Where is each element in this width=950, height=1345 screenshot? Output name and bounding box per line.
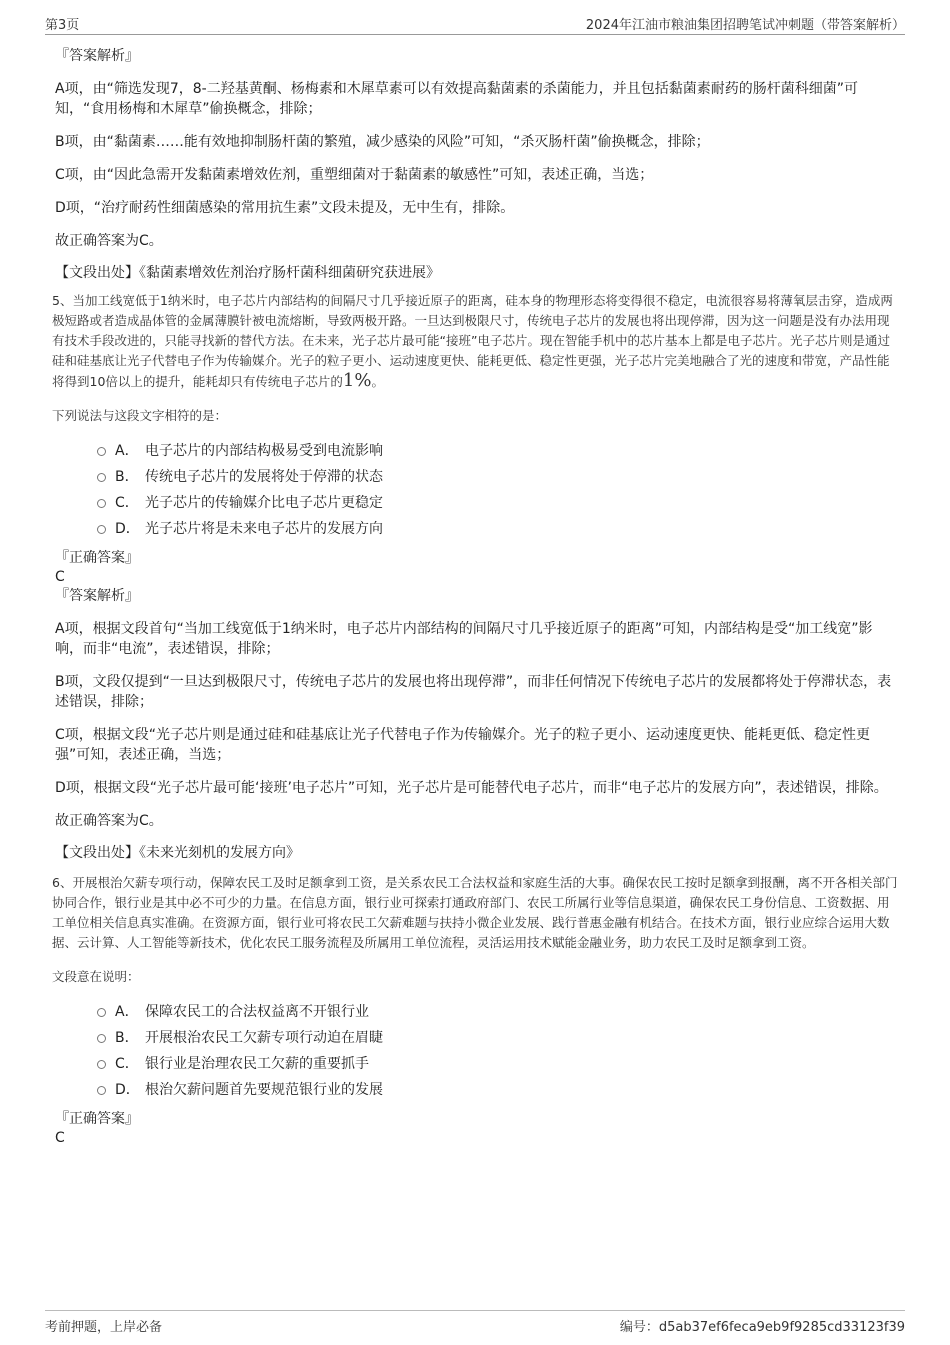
page-header [45,14,905,35]
question-6-options [55,999,900,1103]
radio-icon[interactable] [97,1060,106,1069]
analysis-conclusion: 故正确答案为C。 [55,813,163,829]
radio-icon[interactable] [97,499,106,508]
radio-icon[interactable] [97,1008,106,1017]
percent-value: 1% [342,370,372,391]
analysis-label: 『答案解析』 [55,48,139,64]
analysis-conclusion: 故正确答案为C。 [55,233,163,249]
radio-icon[interactable] [97,525,106,534]
analysis-line: B项，文段仅提到“一旦达到极限尺寸，传统电子芯片的发展也将出现停滞”，而非任何情况下传统电子芯片的发展都将处于停滞状态，表述错误，排除； [55,674,892,710]
question-6-prompt: 文段意在说明： [52,969,140,984]
analysis-line: B项，由“黏菌素……能有效地抑制肠杆菌的繁殖，减少感染的风险”可知，“杀灭肠杆菌”偷换概念，排除； [55,134,710,150]
option-c[interactable]: C． 光子芯片的传输媒介比电子芯片更稳定 [55,490,900,516]
radio-icon[interactable] [97,473,106,482]
document-title: 2024年江油市粮油集团招聘笔试冲刺题（带答案解析） [585,18,905,33]
question-5-options [55,438,900,542]
footer-slogan: 考前押题，上岸必备 [45,1320,163,1335]
question-6-text: 6、开展根治欠薪专项行动，保障农民工及时足额拿到工资，是关系农民工合法权益和家庭生活的大事。确保农民工按时足额拿到报酬，离不开各相关部门协同合作，银行业是其中必不可少的力量。在信息方面，银行业可探索打通政府部门、农民工所属行业等信息渠道，确保农民工身份信息、工资数据、用工单位相关信息真实准确。在资源方面，银行业可将农民工欠薪难题与扶持小微企业发展、践行普惠金融有机结合。在技术方面，银行业应综合运用大数据、云计算、人工智能等新技术，优化农民工服务流程及所属用工单位流程，灵活运用技术赋能金融业务，助力农民工及时足额拿到工资。 [52,875,898,950]
radio-icon[interactable] [97,1034,106,1043]
option-d[interactable]: D． 光子芯片将是未来电子芯片的发展方向 [55,516,900,542]
page-content [52,46,900,1147]
analysis-line: A项，根据文段首句“当加工线宽低于1纳米时，电子芯片内部结构的间隔尺寸几乎接近原子的距离”可知，内部结构是受“加工线宽”影响，而非“电流”，表述错误，排除； [55,621,873,657]
page-number: 第3页 [45,18,80,33]
option-a[interactable]: A． 保障农民工的合法权益离不开银行业 [55,999,900,1025]
radio-icon[interactable] [97,447,106,456]
correct-answer-label: 『正确答案』 [55,1111,139,1127]
option-c[interactable]: C． 银行业是治理农民工欠薪的重要抓手 [55,1051,900,1077]
option-a[interactable]: A． 电子芯片的内部结构极易受到电流影响 [55,438,900,464]
correct-answer: C [55,1130,65,1146]
analysis-line: C项，根据文段“光子芯片则是通过硅和硅基底让光子代替电子作为传输媒介。光子的粒子更小、运动速度更快、能耗更低、稳定性更强”可知，表述正确，当选； [55,727,871,763]
option-b[interactable]: B． 传统电子芯片的发展将处于停滞的状态 [55,464,900,490]
analysis-line: A项，由“筛选发现7，8-二羟基黄酮、杨梅素和木犀草素可以有效提高黏菌素的杀菌能力，并且包括黏菌素耐药的肠杆菌科细菌”可知，“食用杨梅和木犀草”偷换概念，排除； [55,81,858,117]
correct-answer-label: 『正确答案』 [55,550,139,566]
correct-answer: C [55,569,65,585]
analysis-label: 『答案解析』 [55,588,139,604]
source-citation: 【文段出处】《黏菌素增效佐剂治疗肠杆菌科细菌研究获进展》 [55,265,440,281]
option-d[interactable]: D． 根治欠薪问题首先要规范银行业的发展 [55,1077,900,1103]
analysis-line: D项，根据文段“光子芯片最可能‘接班’电子芯片”可知，光子芯片是可能替代电子芯片，而非“电子芯片的发展方向”，表述错误，排除。 [55,780,888,796]
question-5-prompt: 下列说法与这段文字相符的是： [52,408,228,423]
question-5-text: 5、当加工线宽低于1纳米时，电子芯片内部结构的间隔尺寸几乎接近原子的距离，硅本身的物理形态将变得很不稳定，电流很容易将薄氧层击穿，造成两极短路或者造成晶体管的金属薄膜针被电流熔断，导致两极开路。一旦达到极限尺寸，传统电子芯片的发展也将出现停滞，因为这一问题是没有办法用现有技术手段改进的，只能寻找新的替代方法。在未来，光子芯片最可能“接班”电子芯片。现在智能手机中的芯片基本上都是电子芯片。光子芯片则是通过硅和硅基底让光子代替电子作为传输媒介。光子的粒子更小、运动速度更快、能耗更低、稳定性更强，光子芯片完美地融合了光的速度和带宽，产品性能将得到10倍以上的提升，能耗却只有传统电子芯片的1%。 [52,293,893,391]
analysis-line: D项，“治疗耐药性细菌感染的常用抗生素”文段未提及，无中生有，排除。 [55,200,515,216]
document-code: 编号：d5ab37ef6feca9eb9f9285cd33123f39 [619,1320,905,1335]
page-footer [45,1310,905,1337]
radio-icon[interactable] [97,1086,106,1095]
source-citation: 【文段出处】《未来光刻机的发展方向》 [55,845,300,861]
analysis-line: C项，由“因此急需开发黏菌素增效佐剂，重塑细菌对于黏菌素的敏感性”可知，表述正确，当选； [55,167,654,183]
option-b[interactable]: B． 开展根治农民工欠薪专项行动迫在眉睫 [55,1025,900,1051]
